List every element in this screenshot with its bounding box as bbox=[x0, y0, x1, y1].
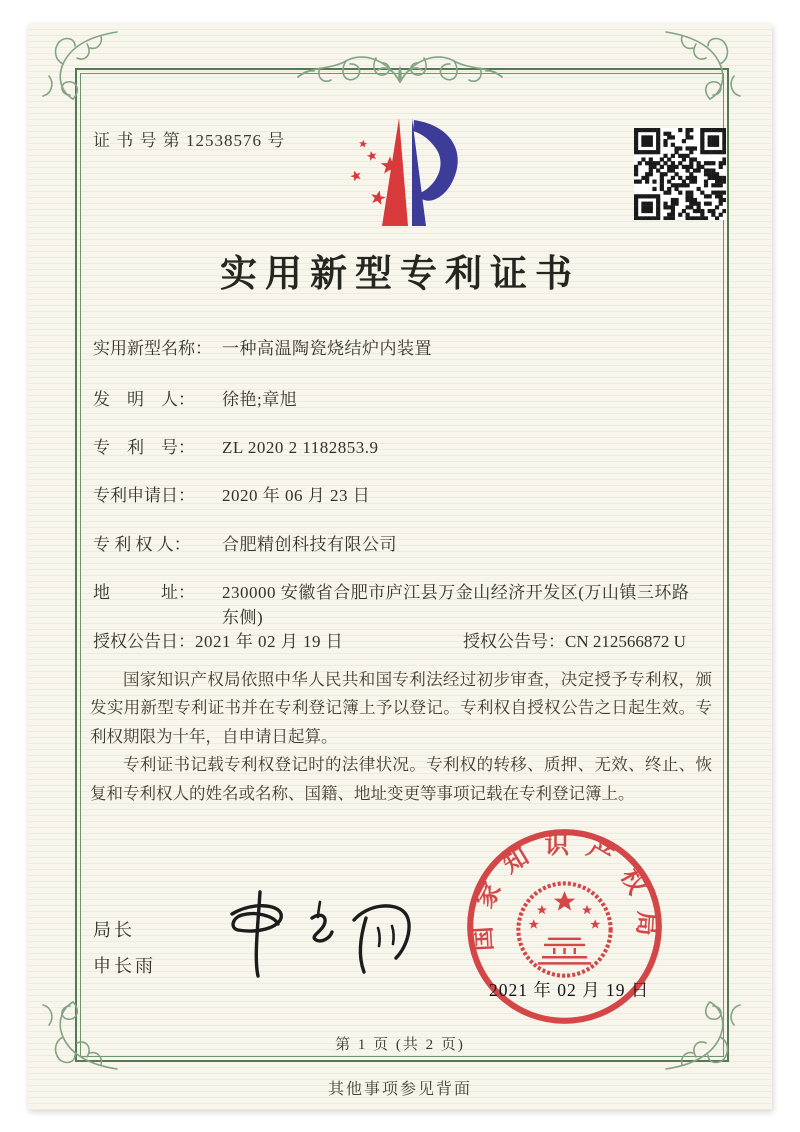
commissioner-name: 申长雨 bbox=[93, 956, 156, 976]
legal-paragraph-1: 国家知识产权局依照中华人民共和国专利法经过初步审查，决定授予专利权，颁发实用新型专利证书并在专利登记簿上予以登记。专利权自授权公告之日起生效。专利权期限为十年，自申请日起算。 bbox=[90, 670, 712, 746]
field-label: 实用新型名称： bbox=[93, 339, 212, 358]
field-row-inventor bbox=[93, 388, 713, 413]
field-label: 专利申请日： bbox=[93, 486, 195, 505]
corner-flourish-top-right bbox=[660, 26, 750, 116]
corner-flourish-bottom-left bbox=[33, 985, 123, 1075]
field-label: 发 明 人： bbox=[93, 390, 195, 409]
certificate-title: 实用新型专利证书 bbox=[220, 254, 580, 295]
field-label: 专 利 号： bbox=[93, 438, 195, 457]
field-row-patent-number bbox=[93, 436, 713, 461]
legal-text-block bbox=[90, 666, 712, 808]
field-value: ZL 2020 2 1182853.9 bbox=[222, 438, 379, 457]
legal-paragraph-2: 专利证书记载专利权登记时的法律状况。专利权的转移、质押、无效、终止、恢复和专利权人的姓名或名称、国籍、地址变更等事项记载在专利登记簿上。 bbox=[90, 755, 712, 803]
field-value: 徐艳;章旭 bbox=[222, 390, 298, 409]
commissioner-title: 局长 bbox=[93, 920, 135, 940]
field-value: 230000 安徽省合肥市庐江县万金山经济开发区(万山镇三环路东侧) bbox=[222, 583, 690, 627]
cnipa-logo-icon bbox=[336, 110, 468, 232]
field-value: 合肥精创科技有限公司 bbox=[222, 535, 397, 554]
field-row-name bbox=[93, 337, 713, 362]
field-label: 专 利 权 人： bbox=[93, 535, 191, 554]
page-number: 第 1 页 (共 2 页) bbox=[335, 1037, 465, 1053]
corner-flourish-top-left bbox=[33, 26, 123, 116]
field-value: 2020 年 06 月 23 日 bbox=[222, 486, 371, 505]
grant-number-pair bbox=[463, 630, 686, 655]
field-row-filing-date bbox=[93, 484, 713, 509]
grant-number-value: CN 212566872 U bbox=[565, 632, 686, 651]
grant-number-label: 授权公告号： bbox=[463, 632, 565, 651]
seal-ring-text: 国家知识产权局 bbox=[468, 831, 661, 952]
certificate-number: 证 书 号 第 12538576 号 bbox=[93, 131, 286, 150]
field-value: 一种高温陶瓷烧结炉内装置 bbox=[222, 339, 432, 358]
back-side-note: 其他事项参见背面 bbox=[327, 1081, 472, 1098]
signature-icon bbox=[208, 880, 418, 985]
top-flourish-ornament bbox=[290, 36, 510, 100]
seal-date: 2021 年 02 月 19 日 bbox=[489, 980, 650, 1000]
qr-code bbox=[634, 128, 726, 220]
field-row-address bbox=[93, 581, 713, 630]
grant-date-value: 2021 年 02 月 19 日 bbox=[195, 632, 344, 651]
grant-date-label: 授权公告日： bbox=[93, 632, 195, 651]
field-row-grant bbox=[93, 630, 713, 655]
corner-flourish-bottom-right bbox=[660, 985, 750, 1075]
field-row-patentee bbox=[93, 533, 713, 558]
field-label: 地 址： bbox=[93, 583, 195, 602]
certificate-paper bbox=[28, 24, 772, 1110]
